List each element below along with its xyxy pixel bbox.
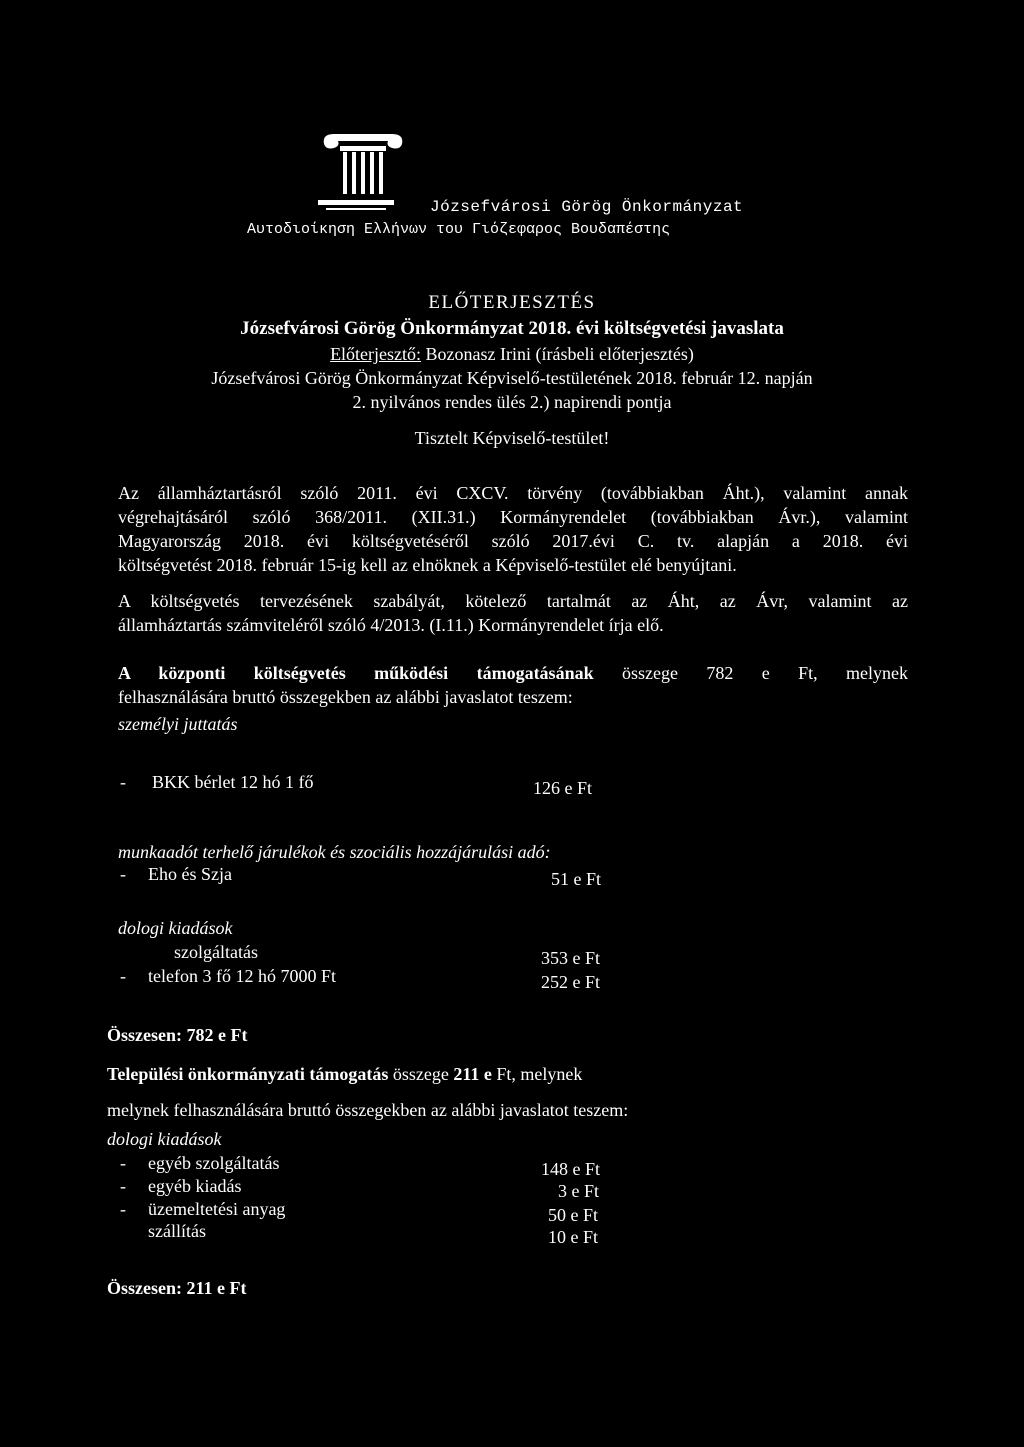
- contributions-heading: munkaadót terhelő járulékok és szociális hozzájárulási adó:: [118, 842, 551, 862]
- greeting: Tisztelt Képviselő-testület!: [414, 428, 610, 448]
- material-heading: dologi kiadások: [118, 918, 233, 938]
- list-dash: -: [120, 1199, 126, 1219]
- paragraph-line: államháztartás számviteléről szóló 4/2013. (I.11.) Kormányrendelet írja elő.: [118, 615, 664, 635]
- presenter-label: Előterjesztő:: [330, 344, 422, 364]
- item-label: üzemeltetési anyag: [148, 1199, 286, 1219]
- phone-value: 252 e Ft: [541, 972, 601, 992]
- document-title: ELŐTERJESZTÉS: [428, 292, 596, 313]
- list-dash: -: [120, 1153, 126, 1173]
- assembly-line: Józsefvárosi Görög Önkormányzat Képviselő-testületének 2018. február 12. napján: [211, 368, 813, 388]
- central-support-label: A központi költségvetés működési támogatásának: [118, 663, 594, 683]
- item-value: 50 e Ft: [548, 1205, 599, 1225]
- item-label: egyéb kiadás: [148, 1176, 242, 1196]
- local-support-line: [107, 1064, 582, 1085]
- local-support-label: Települési önkormányzati támogatás: [107, 1064, 389, 1084]
- paragraph-line: végrehajtásáról szóló 368/2011. (XII.31.) Kormányrendelet (továbbiakban Ávr.), valamint: [118, 507, 908, 527]
- bkk-label: BKK bérlet 12 hó 1 fő: [152, 772, 314, 792]
- paragraph-legal-basis: [118, 481, 908, 577]
- item-label: egyéb szolgáltatás: [148, 1153, 280, 1173]
- section1-total: Összesen: 782 e Ft: [107, 1025, 248, 1045]
- material-heading-2: dologi kiadások: [107, 1129, 222, 1149]
- service-label: szolgáltatás: [174, 942, 258, 962]
- paragraph-line: Az államháztartásról szóló 2011. évi CXCV. törvény (továbbiakban Áht.), valamint annak: [118, 483, 908, 503]
- personal-heading: személyi juttatás: [118, 714, 238, 734]
- paragraph-line: A költségvetés tervezésének szabályát, kötelező tartalmát az Áht, az Ávr, valamint az: [118, 591, 908, 611]
- paragraph-central-support: [118, 661, 908, 709]
- session-line: 2. nyilvános rendes ülés 2.) napirendi pontja: [352, 392, 672, 412]
- phone-label: telefon 3 fő 12 hó 7000 Ft: [148, 966, 336, 986]
- eho-value: 51 e Ft: [551, 869, 602, 889]
- service-value: 353 e Ft: [541, 948, 601, 968]
- list-dash: -: [120, 1176, 126, 1196]
- paragraph-line: Magyarország 2018. évi költségvetéséről szóló 2017.évi C. tv. alapján a 2018. évi: [118, 531, 908, 551]
- local-support-rest: Ft, melynek: [491, 1064, 583, 1084]
- list-dash: -: [120, 966, 126, 986]
- section2-total: Összesen: 211 e Ft: [107, 1278, 247, 1298]
- document-subject: Józsefvárosi Görög Önkormányzat 2018. évi költségvetési javaslata: [240, 318, 784, 339]
- central-support-amount: összege 782 e Ft, melynek: [593, 663, 908, 683]
- organization-name-hu: Józsefvárosi Görög Önkormányzat: [430, 198, 744, 216]
- bkk-value: 126 e Ft: [533, 778, 593, 798]
- paragraph-line: költségvetést 2018. február 15-ig kell az elnöknek a Képviselő-testület elé benyújtani.: [118, 555, 737, 575]
- presenter-line: [100, 344, 924, 365]
- local-support-text: összege: [388, 1064, 454, 1084]
- local-support-amount: 211 e: [453, 1064, 492, 1084]
- eho-label: Eho és Szja: [148, 864, 232, 884]
- column-logo-icon: [318, 130, 408, 212]
- item-value: 148 e Ft: [541, 1159, 601, 1179]
- presenter-value: Bozonasz Irini (írásbeli előterjesztés): [421, 344, 694, 364]
- paragraph-line: felhasználására bruttó összegekben az alábbi javaslatot teszem:: [118, 687, 573, 707]
- item-label: szállítás: [148, 1221, 206, 1241]
- item-value: 10 e Ft: [548, 1227, 599, 1247]
- list-dash: -: [120, 864, 126, 884]
- paragraph-line: [118, 661, 908, 685]
- paragraph-planning-rules: [118, 589, 908, 637]
- list-dash: -: [120, 772, 126, 792]
- organization-name-gr: Αυτοδιοίκηση Ελλήνων του Γιόζεφαρος Βουδαπέστης: [247, 221, 671, 238]
- local-support-line2: melynek felhasználására bruttó összegekben az alábbi javaslatot teszem:: [107, 1100, 629, 1120]
- item-value: 3 e Ft: [558, 1181, 600, 1201]
